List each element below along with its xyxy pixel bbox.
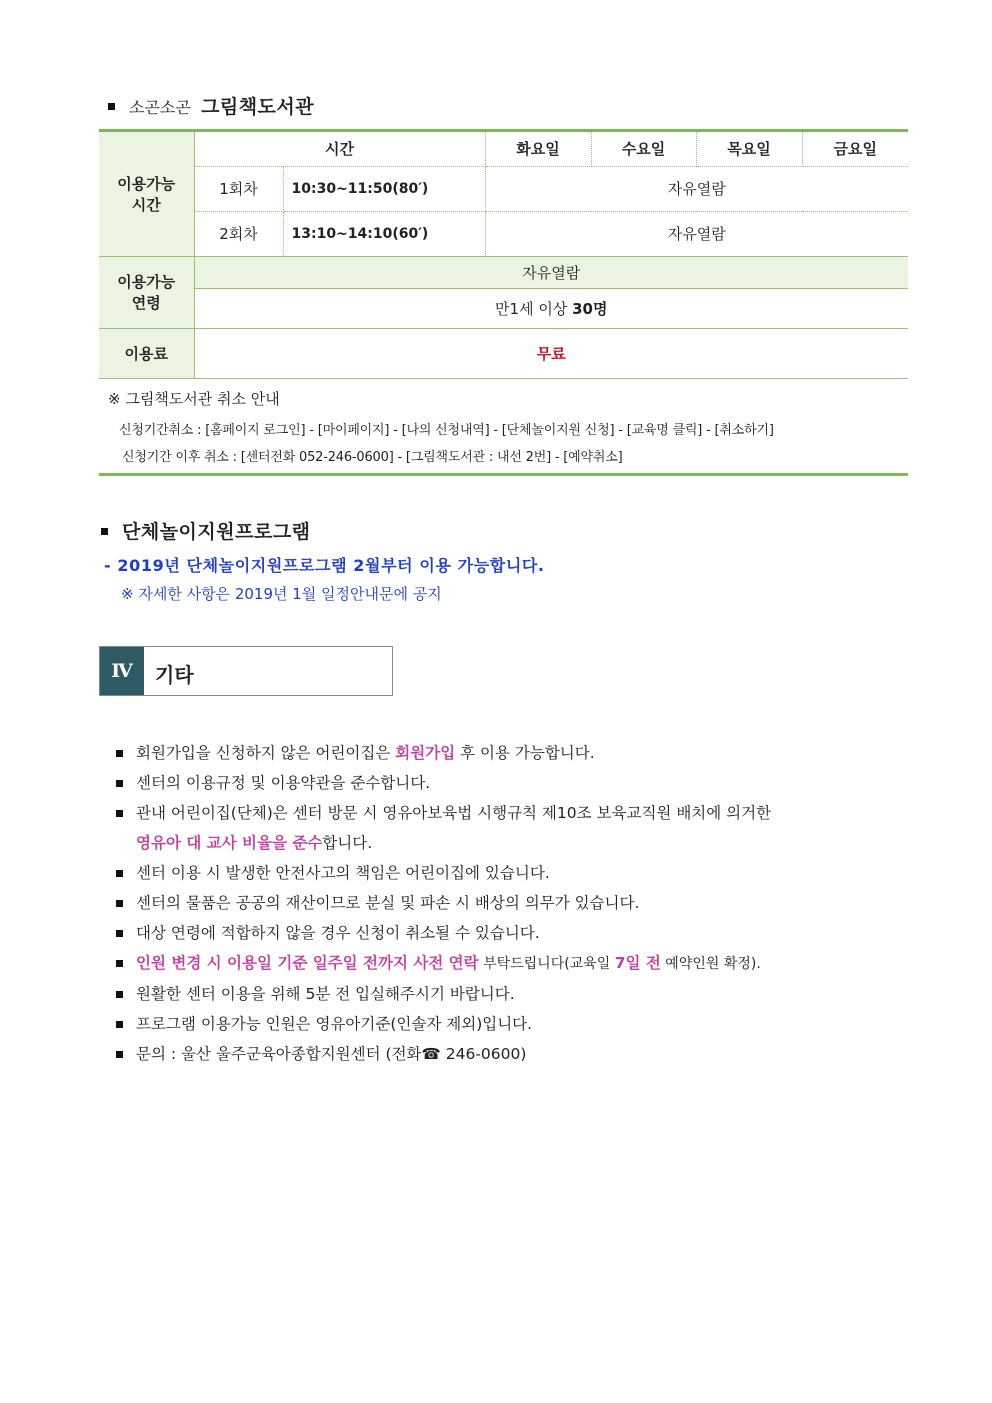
bullet-square-icon: [116, 870, 123, 877]
group-play-title: 단체놀이지원프로그램: [122, 521, 311, 543]
label-available-age: 이용가능 연령: [99, 256, 194, 328]
list-item: 센터의 이용규정 및 이용약관을 준수합니다.: [116, 768, 876, 798]
bullet-square-icon: [116, 900, 123, 907]
header-thu: 목요일: [696, 132, 802, 166]
age-status: 자유열람: [194, 256, 908, 288]
header-tue: 화요일: [485, 132, 591, 166]
bullet-square-icon: [116, 960, 123, 967]
session-1-label: 1회차: [194, 166, 283, 211]
bullet-square-icon: [116, 1051, 123, 1058]
library-schedule-table: [99, 132, 908, 379]
session-1-status: 자유열람: [485, 166, 908, 211]
session-1-time: 10:30~11:50(80′): [283, 166, 485, 211]
bullet-square-icon: [116, 810, 123, 817]
heading-title: 그림책도서관: [201, 96, 315, 118]
list-item: 회원가입을 신청하지 않은 어린이집은 회원가입 후 이용 가능합니다.: [116, 738, 876, 768]
header-time: 시간: [194, 132, 485, 166]
bullet-square-icon: [116, 930, 123, 937]
list-item: 인원 변경 시 이용일 기준 일주일 전까지 사전 연락 부탁드립니다(교육일 7일 전 예약인원 확정).: [116, 948, 876, 979]
group-play-notice: - 2019년 단체놀이지원프로그램 2월부터 이용 가능합니다.: [104, 556, 545, 575]
list-item: 문의 : 울산 울주군육아종합지원센터 (전화☎ 246-0600): [116, 1039, 876, 1069]
section-title-etc: 기타: [155, 663, 194, 687]
bullet-square-icon: [116, 780, 123, 787]
age-requirement: 만1세 이상 30명: [194, 288, 908, 328]
list-item: 센터 이용 시 발생한 안전사고의 책임은 어린이집에 있습니다.: [116, 858, 876, 888]
session-2-label: 2회차: [194, 211, 283, 256]
section-heading-group-play: [101, 517, 311, 544]
cancel-line-1: 신청기간취소 : [홈페이지 로그인] - [마이페이지] - [나의 신청내역] - [단체놀이지원 신청] - [교육명 클릭] - [취소하기]: [119, 423, 774, 438]
session-2-status: 자유열람: [485, 211, 908, 256]
section-number: Ⅳ: [100, 647, 144, 695]
list-item: 원활한 센터 이용을 위해 5분 전 입실해주시기 바랍니다.: [116, 979, 876, 1009]
cancel-line-2: 신청기간 이후 취소 : [센터전화 052-246-0600] - [그림책도서관 : 내선 2번] - [예약취소]: [122, 450, 623, 465]
session-2-time: 13:10~14:10(60′): [283, 211, 485, 256]
bullet-square-icon: [108, 103, 115, 110]
bullet-square-icon: [116, 991, 123, 998]
bullet-square-icon: [116, 750, 123, 757]
label-available-time: 이용가능 시간: [99, 132, 194, 256]
cancel-title: ※ 그림책도서관 취소 안내: [108, 390, 280, 408]
list-item: 센터의 물품은 공공의 재산이므로 분실 및 파손 시 배상의 의무가 있습니다.: [116, 888, 876, 918]
fee-value: 무료: [194, 328, 908, 378]
list-item: 대상 연령에 적합하지 않을 경우 신청이 취소될 수 있습니다.: [116, 918, 876, 948]
heading-prefix: 소곤소곤: [129, 98, 191, 117]
label-fee: 이용료: [99, 328, 194, 378]
bullet-square-icon: [101, 528, 108, 535]
list-item: 프로그램 이용가능 인원은 영유아기준(인솔자 제외)입니다.: [116, 1009, 876, 1039]
table-bottom-border: [99, 473, 908, 476]
header-fri: 금요일: [802, 132, 908, 166]
rules-list: [116, 738, 876, 1069]
bullet-square-icon: [116, 1021, 123, 1028]
list-item: 관내 어린이집(단체)은 센터 방문 시 영유아보육법 시행규칙 제10조 보육교직원 배치에 의거한 영유아 대 교사 비율을 준수합니다.: [116, 798, 876, 858]
section-box-etc: [99, 646, 393, 696]
section-heading-library: [108, 92, 314, 119]
group-play-subnote: ※ 자세한 사항은 2019년 1월 일정안내문에 공지: [121, 585, 442, 603]
header-wed: 수요일: [591, 132, 696, 166]
